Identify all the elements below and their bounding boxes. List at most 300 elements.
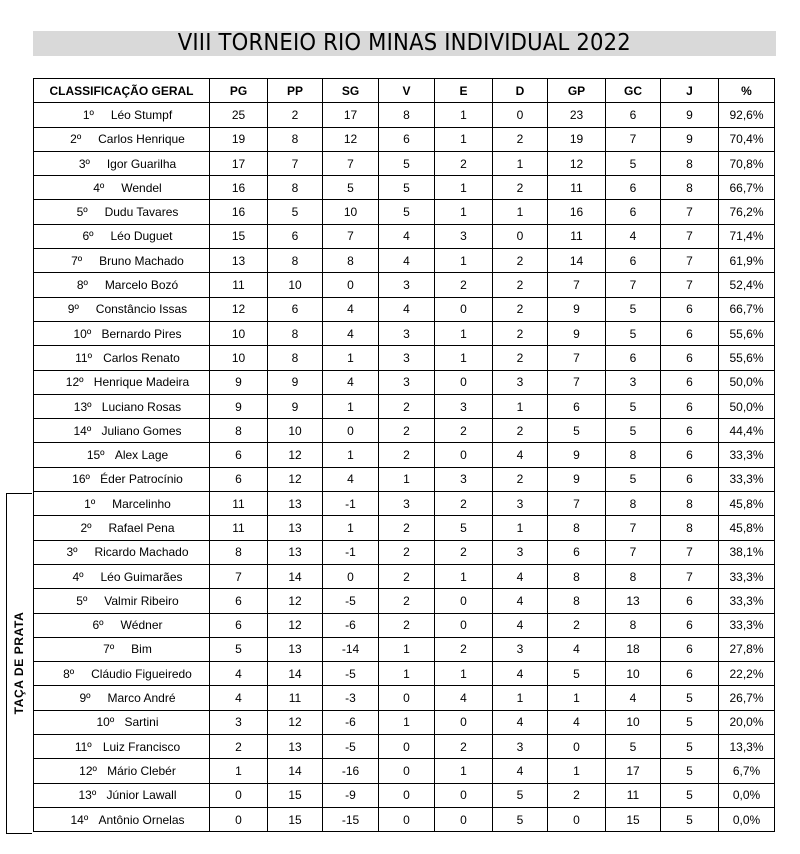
cell-gp: 4 (548, 710, 606, 734)
player-cell (34, 637, 210, 661)
cell-gc: 11 (606, 783, 661, 807)
rank-label: 11º (74, 739, 92, 754)
cell-gp: 2 (548, 613, 606, 637)
player-cell (34, 759, 210, 783)
cell-sg: 1 (323, 443, 379, 467)
player-cell (34, 735, 210, 759)
player-cell (34, 807, 210, 831)
player-name: Cláudio Figueiredo (91, 666, 192, 681)
table-row (34, 467, 775, 491)
column-header-pp: PP (268, 79, 323, 103)
player-cell (34, 686, 210, 710)
cell-percent: 33,3% (719, 467, 775, 491)
cell-gp: 5 (548, 419, 606, 443)
cell-pp: 13 (268, 492, 323, 516)
cell-sg: 4 (323, 370, 379, 394)
cell-d: 1 (493, 151, 548, 175)
cell-d: 2 (493, 249, 548, 273)
cell-gc: 18 (606, 637, 661, 661)
cell-percent: 45,8% (719, 516, 775, 540)
rank-label: 7º (71, 253, 83, 268)
rank-label: 4º (72, 569, 84, 584)
cell-gp: 16 (548, 200, 606, 224)
cell-pp: 7 (268, 151, 323, 175)
cell-v: 4 (379, 249, 435, 273)
cell-pg: 8 (210, 540, 268, 564)
cell-e: 2 (435, 151, 493, 175)
cell-v: 2 (379, 443, 435, 467)
cell-v: 4 (379, 224, 435, 248)
cell-e: 1 (435, 759, 493, 783)
cell-j: 7 (661, 540, 719, 564)
table-row (34, 273, 775, 297)
cell-v: 2 (379, 613, 435, 637)
cell-d: 3 (493, 370, 548, 394)
cell-d: 3 (493, 540, 548, 564)
cell-j: 6 (661, 589, 719, 613)
cell-percent: 66,7% (719, 176, 775, 200)
cell-gc: 6 (606, 346, 661, 370)
cell-d: 1 (493, 394, 548, 418)
table-row (34, 686, 775, 710)
cell-e: 1 (435, 249, 493, 273)
rank-label: 16º (72, 472, 90, 487)
header-row (34, 79, 775, 103)
rank-label: 2º (70, 132, 82, 147)
cell-gp: 8 (548, 589, 606, 613)
cell-gp: 5 (548, 662, 606, 686)
cell-pg: 6 (210, 467, 268, 491)
cell-sg: 12 (323, 127, 379, 151)
cell-e: 0 (435, 370, 493, 394)
rank-label: 5º (76, 205, 88, 220)
player-cell (34, 321, 210, 345)
rank-label: 3º (78, 156, 90, 171)
cell-sg: -3 (323, 686, 379, 710)
cell-sg: 1 (323, 346, 379, 370)
cell-pg: 15 (210, 224, 268, 248)
table-row (34, 540, 775, 564)
table-row (34, 662, 775, 686)
cell-gp: 11 (548, 176, 606, 200)
cell-pg: 10 (210, 346, 268, 370)
player-cell (34, 613, 210, 637)
cell-percent: 0,0% (719, 783, 775, 807)
cell-gc: 5 (606, 394, 661, 418)
cell-gp: 8 (548, 516, 606, 540)
cell-pp: 13 (268, 735, 323, 759)
cell-pg: 6 (210, 589, 268, 613)
cell-v: 3 (379, 492, 435, 516)
cell-j: 7 (661, 273, 719, 297)
cell-v: 0 (379, 807, 435, 831)
cell-j: 6 (661, 419, 719, 443)
rank-label: 1º (84, 496, 96, 511)
cell-e: 0 (435, 710, 493, 734)
cell-e: 1 (435, 127, 493, 151)
cell-pg: 0 (210, 807, 268, 831)
cell-pg: 11 (210, 273, 268, 297)
table-row (34, 200, 775, 224)
cell-d: 2 (493, 176, 548, 200)
cell-percent: 13,3% (719, 735, 775, 759)
cell-d: 1 (493, 686, 548, 710)
cell-pp: 9 (268, 394, 323, 418)
cell-j: 6 (661, 297, 719, 321)
table-row (34, 637, 775, 661)
player-name: Éder Patrocínio (100, 472, 183, 487)
cell-e: 0 (435, 443, 493, 467)
rank-label: 13º (73, 399, 92, 414)
table-row (34, 419, 775, 443)
cell-v: 4 (379, 297, 435, 321)
cell-d: 2 (493, 127, 548, 151)
cell-pg: 0 (210, 783, 268, 807)
cell-d: 4 (493, 759, 548, 783)
cell-gc: 6 (606, 249, 661, 273)
table-row (34, 516, 775, 540)
cell-e: 3 (435, 224, 493, 248)
player-cell (34, 516, 210, 540)
player-cell (34, 589, 210, 613)
cell-v: 3 (379, 370, 435, 394)
cell-e: 4 (435, 686, 493, 710)
cell-percent: 0,0% (719, 807, 775, 831)
cell-j: 6 (661, 321, 719, 345)
player-cell (34, 540, 210, 564)
cell-e: 0 (435, 783, 493, 807)
column-header-gp: GP (548, 79, 606, 103)
cell-gp: 2 (548, 783, 606, 807)
player-name: Wédner (120, 618, 163, 633)
cell-pg: 4 (210, 662, 268, 686)
cell-gc: 5 (606, 467, 661, 491)
cell-gp: 19 (548, 127, 606, 151)
cell-pg: 1 (210, 759, 268, 783)
cell-d: 3 (493, 637, 548, 661)
cell-d: 3 (493, 735, 548, 759)
cell-pp: 15 (268, 807, 323, 831)
cell-j: 8 (661, 492, 719, 516)
cell-sg: -6 (323, 710, 379, 734)
cell-pp: 12 (268, 613, 323, 637)
cell-sg: -16 (323, 759, 379, 783)
cell-percent: 61,9% (719, 249, 775, 273)
cell-v: 0 (379, 686, 435, 710)
table-row (34, 589, 775, 613)
rank-label: 9º (79, 691, 91, 706)
cell-v: 5 (379, 151, 435, 175)
player-name: Marco André (107, 691, 176, 706)
cell-gc: 10 (606, 662, 661, 686)
cell-gc: 5 (606, 419, 661, 443)
cell-sg: 5 (323, 176, 379, 200)
cell-gp: 1 (548, 759, 606, 783)
cell-d: 4 (493, 589, 548, 613)
cell-pp: 14 (268, 662, 323, 686)
player-cell (34, 103, 210, 127)
cell-gc: 8 (606, 492, 661, 516)
cell-sg: 0 (323, 273, 379, 297)
cell-d: 2 (493, 419, 548, 443)
cell-percent: 33,3% (719, 613, 775, 637)
cell-pg: 11 (210, 492, 268, 516)
table-row (34, 176, 775, 200)
cell-j: 7 (661, 200, 719, 224)
cell-pp: 13 (268, 637, 323, 661)
cell-gc: 5 (606, 735, 661, 759)
cell-pp: 8 (268, 176, 323, 200)
cell-e: 1 (435, 662, 493, 686)
player-name: Luiz Francisco (102, 739, 181, 754)
cell-pg: 19 (210, 127, 268, 151)
cell-v: 0 (379, 783, 435, 807)
player-name: Bim (131, 642, 152, 657)
cell-pg: 9 (210, 370, 268, 394)
cell-percent: 38,1% (719, 540, 775, 564)
player-name: Júnior Lawall (106, 788, 177, 803)
cell-pg: 5 (210, 637, 268, 661)
cell-gc: 13 (606, 589, 661, 613)
cell-j: 5 (661, 783, 719, 807)
cell-sg: -1 (323, 492, 379, 516)
player-cell (34, 419, 210, 443)
cell-v: 2 (379, 589, 435, 613)
cell-d: 1 (493, 516, 548, 540)
cell-gp: 9 (548, 297, 606, 321)
cell-e: 2 (435, 540, 493, 564)
table-row (34, 370, 775, 394)
cell-pg: 2 (210, 735, 268, 759)
cell-pp: 12 (268, 589, 323, 613)
cell-sg: 4 (323, 321, 379, 345)
cell-percent: 55,6% (719, 346, 775, 370)
cell-j: 5 (661, 759, 719, 783)
cell-pp: 14 (268, 759, 323, 783)
player-name: Carlos Renato (103, 350, 180, 365)
cell-j: 6 (661, 467, 719, 491)
cell-pg: 16 (210, 200, 268, 224)
player-name: Henrique Madeira (93, 375, 190, 390)
cell-percent: 33,3% (719, 443, 775, 467)
table-row (34, 346, 775, 370)
cell-pp: 12 (268, 710, 323, 734)
cell-sg: -14 (323, 637, 379, 661)
table-row (34, 710, 775, 734)
cell-d: 5 (493, 807, 548, 831)
cell-pg: 4 (210, 686, 268, 710)
cell-v: 8 (379, 103, 435, 127)
cell-j: 5 (661, 710, 719, 734)
cell-v: 1 (379, 710, 435, 734)
cell-d: 1 (493, 200, 548, 224)
cell-e: 1 (435, 176, 493, 200)
cell-pg: 8 (210, 419, 268, 443)
cell-j: 7 (661, 249, 719, 273)
cell-gp: 7 (548, 492, 606, 516)
cell-d: 0 (493, 224, 548, 248)
cell-v: 5 (379, 200, 435, 224)
player-name: Dudu Tavares (104, 205, 179, 220)
cell-sg: 0 (323, 419, 379, 443)
rank-label: 3º (66, 545, 78, 560)
cell-d: 2 (493, 297, 548, 321)
cell-pg: 11 (210, 516, 268, 540)
cell-j: 6 (661, 662, 719, 686)
cell-gp: 11 (548, 224, 606, 248)
cell-gp: 9 (548, 443, 606, 467)
table-row (34, 321, 775, 345)
player-name: Luciano Rosas (101, 399, 182, 414)
table-row (34, 249, 775, 273)
cell-sg: -6 (323, 613, 379, 637)
page-title: VIII TORNEIO RIO MINAS INDIVIDUAL 2022 (177, 30, 632, 56)
column-header-percent: % (719, 79, 775, 103)
cell-v: 1 (379, 637, 435, 661)
cell-pp: 5 (268, 200, 323, 224)
cell-e: 5 (435, 516, 493, 540)
player-name: Igor Guarilha (106, 156, 177, 171)
cell-e: 0 (435, 589, 493, 613)
cell-gp: 1 (548, 686, 606, 710)
cell-gp: 7 (548, 370, 606, 394)
cell-percent: 70,8% (719, 151, 775, 175)
cell-percent: 71,4% (719, 224, 775, 248)
cell-sg: 7 (323, 224, 379, 248)
cell-j: 6 (661, 346, 719, 370)
player-name: Antônio Ornelas (98, 812, 185, 827)
cell-gc: 8 (606, 564, 661, 588)
cell-d: 4 (493, 710, 548, 734)
rank-label: 8º (76, 278, 88, 293)
player-cell (34, 467, 210, 491)
cell-e: 1 (435, 321, 493, 345)
cell-sg: 0 (323, 564, 379, 588)
cell-v: 1 (379, 662, 435, 686)
cell-v: 1 (379, 467, 435, 491)
player-name: Bruno Machado (99, 253, 184, 268)
cell-sg: 4 (323, 297, 379, 321)
cell-gp: 7 (548, 346, 606, 370)
table-row (34, 394, 775, 418)
table-row (34, 783, 775, 807)
cell-sg: 1 (323, 394, 379, 418)
cell-j: 6 (661, 370, 719, 394)
cell-v: 0 (379, 735, 435, 759)
cell-pg: 13 (210, 249, 268, 273)
rank-label: 14º (70, 812, 89, 827)
column-header-gc: GC (606, 79, 661, 103)
cell-gp: 4 (548, 637, 606, 661)
cell-pg: 17 (210, 151, 268, 175)
cell-v: 2 (379, 419, 435, 443)
cell-j: 9 (661, 127, 719, 151)
cell-pp: 8 (268, 346, 323, 370)
cell-d: 4 (493, 613, 548, 637)
cell-d: 2 (493, 273, 548, 297)
cell-percent: 22,2% (719, 662, 775, 686)
player-cell (34, 127, 210, 151)
cell-v: 2 (379, 516, 435, 540)
cell-v: 0 (379, 759, 435, 783)
cell-sg: 17 (323, 103, 379, 127)
cell-d: 2 (493, 321, 548, 345)
title-bar (33, 31, 776, 56)
rank-label: 8º (63, 666, 75, 681)
cell-pg: 16 (210, 176, 268, 200)
player-cell (34, 151, 210, 175)
cell-gp: 0 (548, 735, 606, 759)
player-name: Léo Stumpf (110, 107, 173, 122)
player-cell (34, 249, 210, 273)
player-name: Constâncio Issas (95, 302, 188, 317)
rank-label: 10º (96, 715, 115, 730)
cell-percent: 33,3% (719, 564, 775, 588)
cell-gp: 23 (548, 103, 606, 127)
cell-percent: 66,7% (719, 297, 775, 321)
cell-gc: 3 (606, 370, 661, 394)
cell-gc: 7 (606, 127, 661, 151)
cell-sg: -15 (323, 807, 379, 831)
player-cell (34, 176, 210, 200)
player-cell (34, 394, 210, 418)
cell-percent: 6,7% (719, 759, 775, 783)
cell-gc: 17 (606, 759, 661, 783)
player-name: Marcelo Bozó (104, 278, 179, 293)
cell-sg: 10 (323, 200, 379, 224)
player-name: Léo Duguet (110, 229, 173, 244)
cell-d: 3 (493, 492, 548, 516)
cell-sg: -9 (323, 783, 379, 807)
cell-e: 2 (435, 637, 493, 661)
cell-j: 5 (661, 735, 719, 759)
cell-e: 2 (435, 492, 493, 516)
cell-gp: 7 (548, 273, 606, 297)
cell-j: 5 (661, 686, 719, 710)
cell-sg: 8 (323, 249, 379, 273)
cell-v: 6 (379, 127, 435, 151)
cell-d: 4 (493, 564, 548, 588)
player-cell (34, 783, 210, 807)
cell-gp: 6 (548, 394, 606, 418)
cell-sg: 1 (323, 516, 379, 540)
cell-pp: 10 (268, 273, 323, 297)
cell-pp: 12 (268, 443, 323, 467)
column-header-e: E (435, 79, 493, 103)
cell-j: 7 (661, 564, 719, 588)
cell-sg: -5 (323, 589, 379, 613)
cell-v: 2 (379, 564, 435, 588)
rank-label: 2º (80, 520, 92, 535)
cell-pg: 25 (210, 103, 268, 127)
cell-percent: 70,4% (719, 127, 775, 151)
cell-pg: 6 (210, 443, 268, 467)
rank-label: 14º (73, 423, 92, 438)
cell-v: 2 (379, 540, 435, 564)
cell-e: 0 (435, 297, 493, 321)
cell-gp: 14 (548, 249, 606, 273)
player-cell (34, 297, 210, 321)
player-cell (34, 346, 210, 370)
cell-gp: 9 (548, 321, 606, 345)
cell-j: 8 (661, 151, 719, 175)
cell-v: 3 (379, 321, 435, 345)
cell-d: 5 (493, 783, 548, 807)
cell-pp: 6 (268, 224, 323, 248)
table-row (34, 613, 775, 637)
cell-pp: 11 (268, 686, 323, 710)
player-name: Marcelinho (112, 496, 171, 511)
